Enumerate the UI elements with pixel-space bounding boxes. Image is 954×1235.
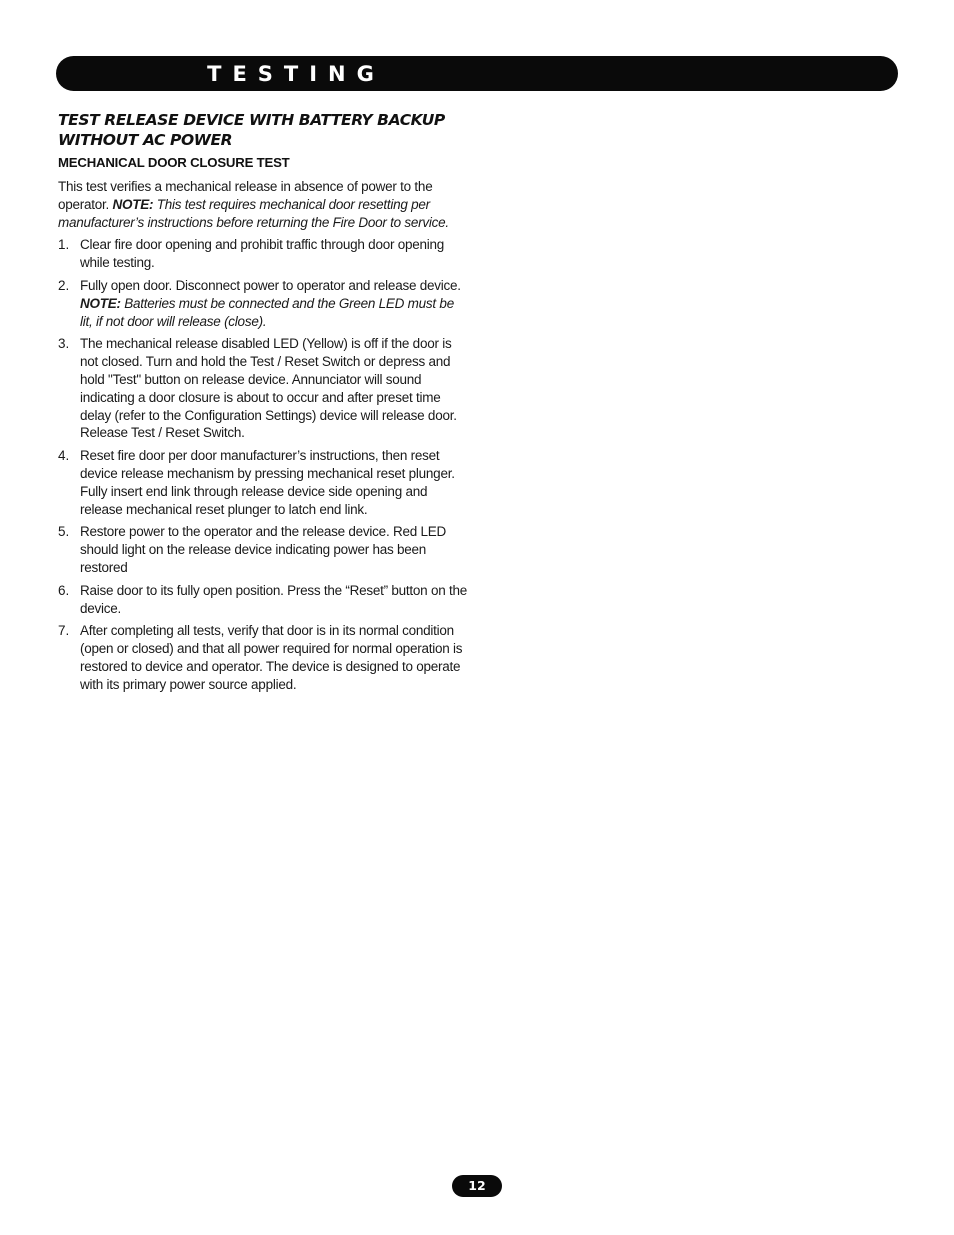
step-note-text: Batteries must be connected and the Green LED must be lit, if not door will release (close). [80, 295, 454, 329]
step-text: Fully open door. Disconnect power to operator and release device. [80, 277, 461, 293]
section-banner [56, 56, 898, 91]
intro-paragraph [58, 178, 468, 231]
step-text-block [80, 523, 468, 576]
step-text: The mechanical release disabled LED (Yellow) is off if the door is not closed. Turn and hold the Test / Reset Switch or depress and hold "Test" button on release device. Annunciator will sound indicating a door closure is about to occur and after preset time delay (refer to the Configuration Settings) device will release door. Release Test / Reset Switch. [80, 336, 457, 441]
step-text: Reset fire door per door manufacturer’s instructions, then reset device release mechanism by pressing mechanical reset plunger. Fully insert end link through release device side opening and release mechanical reset plunger to latch end link. [80, 448, 455, 517]
step-text-block [80, 277, 468, 330]
intro-note-label: NOTE: [112, 196, 154, 212]
step-text: Clear fire door opening and prohibit traffic through door opening while testing. [80, 237, 445, 271]
list-item [58, 277, 468, 330]
step-number: 5. [58, 524, 70, 540]
intro-text: This test verifies a mechanical release in absence of power to the operator. [58, 179, 433, 212]
step-text-block [80, 582, 468, 618]
intro-note-text: This test requires mechanical door resetting per manufacturer’s instructions before returning the Fire Door to service. [58, 196, 449, 230]
step-note-label: NOTE: [80, 295, 121, 311]
step-number: 1. [58, 237, 70, 253]
step-text-block [80, 236, 468, 272]
section-heading: TEST RELEASE DEVICE WITH BATTERY BACKUP WITHOUT AC POWER [58, 111, 445, 149]
step-text: After completing all tests, verify that door is in its normal condition (open or closed) and that all power required for normal operation is restored to device and operator. The device is designed to operate with its primary power source applied. [80, 623, 463, 692]
step-number: 4. [58, 448, 70, 464]
step-number: 3. [58, 336, 70, 352]
main-content [58, 110, 468, 699]
steps-list [58, 236, 468, 693]
step-text: Restore power to the operator and the release device. Red LED should light on the release device indicating power has been restored [80, 524, 446, 575]
step-number: 6. [58, 582, 70, 598]
page-number-badge [452, 1175, 502, 1197]
banner-title: TESTING [207, 62, 385, 86]
step-number: 2. [58, 277, 70, 293]
page-number: 12 [468, 1178, 486, 1193]
list-item [58, 582, 468, 618]
step-text: Raise door to its fully open position. Press the “Reset” button on the device. [80, 582, 467, 616]
list-item [58, 622, 468, 693]
step-text-block [80, 335, 468, 442]
step-text-block [80, 622, 468, 693]
step-number: 7. [58, 623, 70, 639]
list-item [58, 447, 468, 518]
list-item [58, 335, 468, 442]
list-item [58, 236, 468, 272]
list-item [58, 523, 468, 576]
step-text-block [80, 447, 468, 518]
section-subheading: MECHANICAL DOOR CLOSURE TEST [58, 155, 290, 170]
